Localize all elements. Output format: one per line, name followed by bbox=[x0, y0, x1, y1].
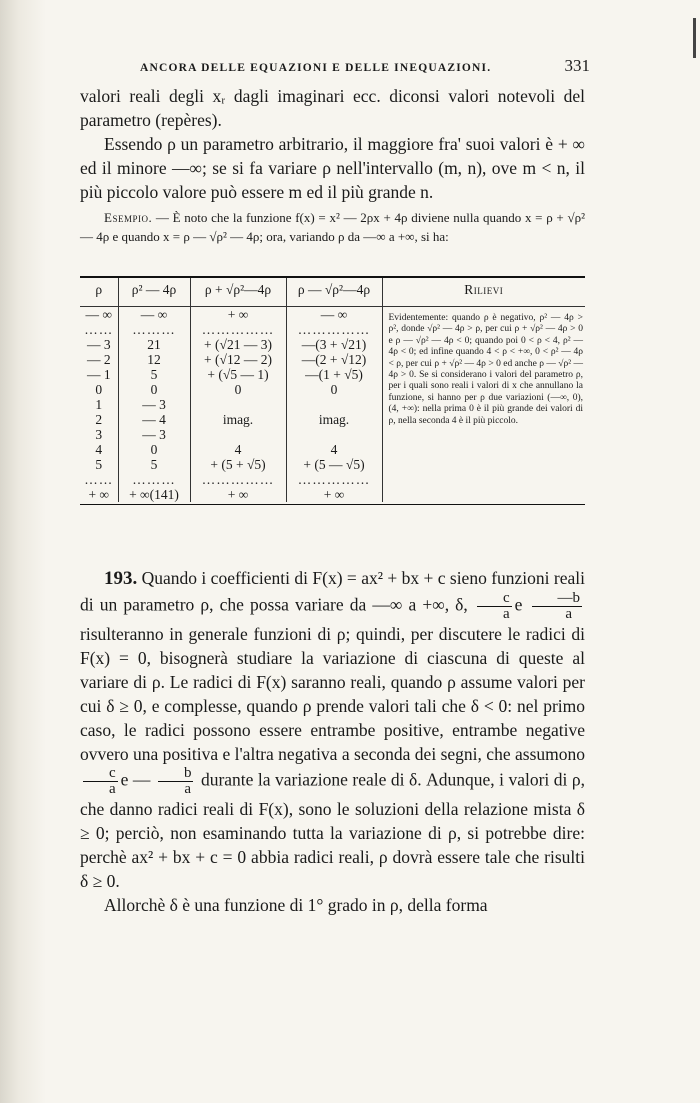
table-cell: ……… bbox=[118, 472, 190, 487]
esempio-paragraph bbox=[80, 208, 585, 246]
table-cell: — ∞ bbox=[286, 307, 382, 323]
fraction-denominator: a bbox=[109, 781, 116, 797]
page-number: 331 bbox=[564, 56, 590, 75]
table-cell: 1 bbox=[80, 397, 118, 412]
table-cell: 4 bbox=[286, 442, 382, 457]
fraction-numerator: b bbox=[158, 766, 194, 782]
table-cell: — 1 bbox=[80, 367, 118, 382]
table-cell: 12 bbox=[118, 352, 190, 367]
table-cell: 5 bbox=[118, 367, 190, 382]
fraction-denominator: a bbox=[565, 606, 573, 622]
running-head: ANCORA DELLE EQUAZIONI E DELLE INEQUAZIONI. bbox=[140, 62, 492, 74]
intro-text bbox=[80, 84, 585, 246]
esempio-text: — È noto che la funzione f(x) = x² — 2ρx + 4ρ diviene nulla quando x = ρ + √ρ² — 4ρ e quando x = ρ — √ρ² — 4ρ; ora, variando ρ da —∞ a +∞, si ha: bbox=[80, 210, 585, 244]
table-cell: + ∞ bbox=[190, 487, 286, 502]
table-cell: + ∞ bbox=[80, 487, 118, 502]
esempio-label: Esempio. bbox=[104, 210, 153, 225]
section-text-2: risulteranno in generale funzioni di ρ; quindi, per discutere le radici di F(x) = 0, bisognerà studiare la variazione di ciascuna di queste al variare di ρ. Le radici di F(x) saranno reali, quando ρ assume valori per cui δ ≥ 0, e complesse, quando ρ prende valori tali che δ < 0: nel primo caso, le radici possono essere entrambe positive, entrambe negative ovvero una positiva e l'altra negativa a seconda dei segni, che assumono bbox=[80, 624, 585, 764]
table-cell: imag. bbox=[190, 412, 286, 427]
table-cell: …………… bbox=[286, 472, 382, 487]
table-cell: + (5 + √5) bbox=[190, 457, 286, 472]
table-cell: ……… bbox=[118, 322, 190, 337]
section-conjunction: e bbox=[514, 594, 523, 615]
section-193 bbox=[80, 566, 585, 917]
table-cell: — ∞ bbox=[80, 307, 118, 323]
table-cell: …… bbox=[80, 322, 118, 337]
table-cell: —(3 + √21) bbox=[286, 337, 382, 352]
table-cell: 5 bbox=[80, 457, 118, 472]
table-cell: 0 bbox=[80, 382, 118, 397]
table-cell: 3 bbox=[80, 427, 118, 442]
section-text-3: durante la variazione reale di δ. Adunque, i valori di ρ, che danno radici reali di F(x), sono le soluzioni della relazione mista δ ≥ 0; perciò, non esaminando tutta la variazione di ρ, si potrebbe dire: perchè ax² + bx + c = 0 abbia radici reali, ρ dovrà essere tale che risulti δ ≥ 0. bbox=[80, 769, 585, 891]
table-cell: 0 bbox=[118, 442, 190, 457]
table-cell: + (√12 — 2) bbox=[190, 352, 286, 367]
rilievi-note: Evidentemente: quando ρ è negativo, ρ² — 4ρ > ρ², donde √ρ² — 4ρ > ρ, per cui ρ + √ρ² — 4ρ > 0 e ρ — √ρ² — 4ρ < 0; quando poi 0 < ρ < 4, ρ² — 4ρ < 0; ed infine quando 4 < ρ < +∞, 0 < ρ² — 4ρ < ρ, per cui ρ + √ρ² — 4ρ > 0 ed anche ρ — √ρ² — 4ρ > 0. Se si considerano i valori del parametro ρ, per i quali sono reali i valori di x che annullano la funzione, si hanno per ρ due variazioni (—∞, 0), (4, +∞): nella prima 0 è il più grande dei valori di ρ, nella seconda 4 è il più piccolo. bbox=[388, 313, 583, 426]
section-number: 193. bbox=[104, 568, 138, 589]
table-cell: —(1 + √5) bbox=[286, 367, 382, 382]
fraction-numerator: c bbox=[477, 591, 512, 607]
table-cell: …………… bbox=[286, 322, 382, 337]
col-header-discriminant: ρ² — 4ρ bbox=[118, 278, 190, 307]
fraction-denominator: a bbox=[184, 781, 192, 797]
table-cell: + (5 — √5) bbox=[286, 457, 382, 472]
table-cell: + ∞ bbox=[190, 307, 286, 323]
table-cell: …………… bbox=[190, 322, 286, 337]
table-cell: + ∞(141) bbox=[118, 487, 190, 502]
fraction-c-over-a-2 bbox=[83, 766, 118, 797]
fraction-minus-b-over-a bbox=[532, 591, 583, 622]
fraction-numerator: c bbox=[83, 766, 118, 782]
table-cell bbox=[286, 427, 382, 442]
table-cell: …………… bbox=[190, 472, 286, 487]
fraction-b-over-a bbox=[158, 766, 194, 797]
table-cell: —(2 + √12) bbox=[286, 352, 382, 367]
table-cell: 21 bbox=[118, 337, 190, 352]
section-paragraph bbox=[80, 566, 585, 893]
table-cell: 0 bbox=[118, 382, 190, 397]
page-edge-mark bbox=[693, 18, 696, 58]
table-cell: + (√5 — 1) bbox=[190, 367, 286, 382]
col-header-rho: ρ bbox=[80, 278, 118, 307]
table-cell: — 2 bbox=[80, 352, 118, 367]
table-cell: imag. bbox=[286, 412, 382, 427]
table-cell: 5 bbox=[118, 457, 190, 472]
intro-paragraph-1: valori reali degli xᵣ dagli imaginari ecc. diconsi valori notevoli del parametro (repères). bbox=[80, 86, 585, 130]
table-cell: 4 bbox=[190, 442, 286, 457]
page-spine-shadow bbox=[0, 0, 46, 1103]
table-cell: — 3 bbox=[80, 337, 118, 352]
table-header-row bbox=[80, 278, 585, 307]
col-header-rilievi: Rilievi bbox=[382, 278, 585, 307]
values-table bbox=[80, 276, 585, 505]
table-cell: 2 bbox=[80, 412, 118, 427]
section-text-1: Quando i coefficienti di F(x) = ax² + bx + c sieno funzioni reali di un parametro ρ, che possa variare da —∞ a +∞, δ, bbox=[80, 568, 585, 615]
fraction-c-over-a bbox=[477, 591, 512, 622]
fraction-denominator: a bbox=[502, 606, 510, 622]
table-bottom-rule bbox=[80, 504, 585, 505]
table-cell: …… bbox=[80, 472, 118, 487]
table-cell: — 3 bbox=[118, 427, 190, 442]
table-cell: + (√21 — 3) bbox=[190, 337, 286, 352]
intro-paragraph-2: Essendo ρ un parametro arbitrario, il maggiore fra' suoi valori è + ∞ ed il minore —∞; se si fa variare ρ nell'intervallo (m, n), ove m < n, il più piccolo valore può essere m ed il più grande n. bbox=[80, 134, 585, 202]
table-cell: 0 bbox=[286, 382, 382, 397]
table-cell: — 3 bbox=[118, 397, 190, 412]
table-cell: + ∞ bbox=[286, 487, 382, 502]
table-cell bbox=[190, 397, 286, 412]
table-cell bbox=[190, 427, 286, 442]
final-paragraph: Allorchè δ è una funzione di 1° grado in ρ, della forma bbox=[104, 895, 488, 915]
col-header-root-minus: ρ — √ρ²—4ρ bbox=[286, 278, 382, 307]
col-header-root-plus: ρ + √ρ²—4ρ bbox=[190, 278, 286, 307]
table-cell bbox=[286, 397, 382, 412]
page-header bbox=[80, 56, 590, 76]
table-cell: — 4 bbox=[118, 412, 190, 427]
fraction-numerator: —b bbox=[532, 591, 583, 607]
section-conjunction-2: e — bbox=[120, 769, 151, 790]
table-row bbox=[80, 307, 585, 323]
table-cell: 0 bbox=[190, 382, 286, 397]
table-cell: 4 bbox=[80, 442, 118, 457]
table-cell: — ∞ bbox=[118, 307, 190, 323]
